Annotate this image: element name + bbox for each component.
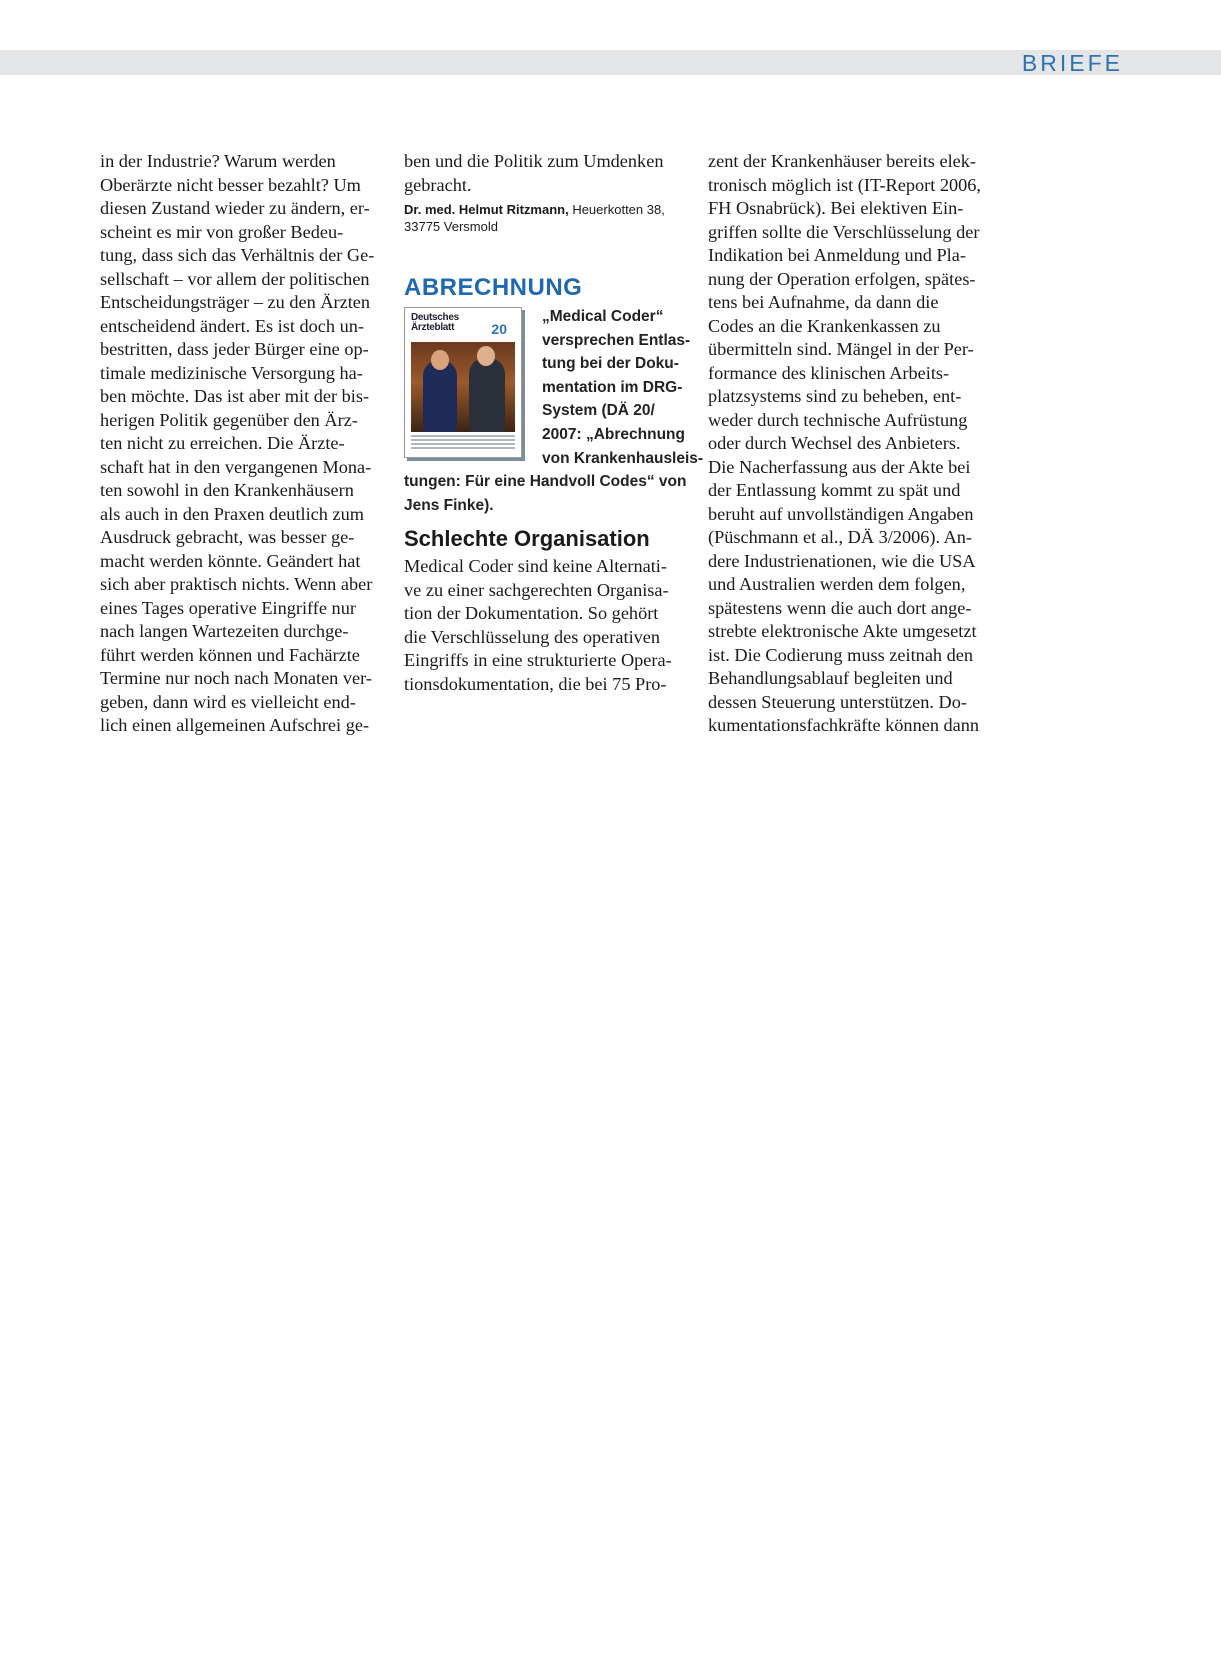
letter-ending xyxy=(404,150,688,197)
reference-line: „Medical Coder“ xyxy=(542,308,664,325)
text-line: herigen Politik gegenüber den Ärz- xyxy=(100,409,358,430)
text-line: Termine nur noch nach Monaten ver- xyxy=(100,668,372,688)
text-line: Behandlungsablauf begleiten und xyxy=(708,668,953,688)
column-2 xyxy=(404,150,704,696)
text-line: die Verschlüsselung des operativen xyxy=(404,626,661,647)
text-line: kumentationsfachkräfte können dann xyxy=(708,715,980,735)
text-line: oder durch Wechsel des Anbieters. xyxy=(708,433,961,453)
text-line: sellschaft – vor allem der politischen xyxy=(100,268,370,289)
text-line: schaft hat in den vergangenen Mona- xyxy=(100,456,372,477)
reference-line: Jens Finke). xyxy=(404,496,494,514)
text-line: dere Industrienationen, wie die USA xyxy=(708,550,976,571)
text-line: Die Nacherfassung aus der Akte bei xyxy=(708,456,971,477)
reference-line: von Krankenhausleis- xyxy=(542,449,704,467)
text-line: ve zu einer sachgerechten Organisa- xyxy=(404,579,669,600)
text-line: tronisch möglich ist (IT-Report 2006, xyxy=(708,174,982,195)
text-line: spätestens wenn die auch dort ange- xyxy=(708,597,972,618)
cover-title: Deutsches Ärzteblatt xyxy=(411,312,459,333)
reference-line: System (DÄ 20/ xyxy=(542,402,655,420)
reference-block xyxy=(404,305,704,515)
text-line: ten nicht zu erreichen. Die Ärzte- xyxy=(100,433,345,453)
text-line: lich einen allgemeinen Aufschrei ge- xyxy=(100,715,370,735)
text-line: dessen Steuerung unterstützen. Do- xyxy=(708,691,967,712)
reference-line: tung bei der Doku- xyxy=(542,355,679,373)
text-line: geben, dann wird es vielleicht end- xyxy=(100,691,356,712)
text-line: tion der Dokumentation. So gehört xyxy=(404,603,659,623)
reference-line: mentation im DRG- xyxy=(542,378,683,396)
reference-text xyxy=(404,305,704,517)
column-3 xyxy=(708,150,998,738)
text-line: tung, dass sich das Verhältnis der Ge- xyxy=(100,245,375,265)
text-line: platzsystems sind zu beheben, ent- xyxy=(708,386,962,406)
text-line: griffen sollte die Verschlüsselung der xyxy=(708,221,980,242)
text-line: übermitteln sind. Mängel in der Per- xyxy=(708,339,974,359)
text-line: ben möchte. Das ist aber mit der bis- xyxy=(100,386,370,406)
text-line: Codes an die Krankenkassen zu xyxy=(708,315,941,336)
text-line: führt werden können und Fachärzte xyxy=(100,644,360,665)
text-line: sich aber praktisch nichts. Wenn aber xyxy=(100,574,373,594)
text-line: Entscheidungsträger – zu den Ärzten xyxy=(100,292,371,312)
signature-address-2: 33775 Versmold xyxy=(404,219,498,234)
text-line: FH Osnabrück). Bei elektiven Ein- xyxy=(708,198,964,218)
text-line: bestritten, dass jeder Bürger eine op- xyxy=(100,339,369,359)
section-title: ABRECHNUNG xyxy=(404,274,583,301)
section-label: BRIEFE xyxy=(1021,50,1123,76)
reference-line: 2007: „Abrechnung xyxy=(542,425,685,443)
text-line: (Püschmann et al., DÄ 3/2006). An- xyxy=(708,527,973,547)
text-line: ten sowohl in den Krankenhäusern xyxy=(100,480,354,500)
text-line: Indikation bei Anmeldung und Pla- xyxy=(708,245,966,265)
text-line: formance des klinischen Arbeits- xyxy=(708,362,950,383)
text-line: Eingriffs in eine strukturierte Opera- xyxy=(404,650,672,670)
text-line: in der Industrie? Warum werden xyxy=(100,151,336,171)
text-line: beruht auf unvollständigen Angaben xyxy=(708,503,974,524)
text-line: der Entlassung kommt zu spät und xyxy=(708,480,961,500)
text-line: weder durch technische Aufrüstung xyxy=(708,409,968,430)
signature-name: Dr. med. Helmut Ritzmann, xyxy=(404,202,569,217)
signature-address-1: Heuerkotten 38, xyxy=(568,202,665,217)
text-line: nung der Operation erfolgen, spätes- xyxy=(708,268,976,289)
text-line: tens bei Aufnahme, da dann die xyxy=(708,292,939,312)
text-line: strebte elektronische Akte umgesetzt xyxy=(708,621,977,641)
text-line: als auch in den Praxen deutlich zum xyxy=(100,503,364,524)
text-line: eines Tages operative Eingriffe nur xyxy=(100,597,356,618)
text-line: entscheidend ändert. Es ist doch un- xyxy=(100,315,364,336)
text-line: und Australien werden dem folgen, xyxy=(708,574,966,594)
text-line: ben und die Politik zum Umdenken xyxy=(404,151,664,171)
subheading: Schlechte Organisation xyxy=(404,526,650,551)
text-line: nach langen Wartezeiten durchge- xyxy=(100,621,349,641)
text-line: diesen Zustand wieder zu ändern, er- xyxy=(100,198,370,218)
text-line: tionsdokumentation, die bei 75 Pro- xyxy=(404,673,667,694)
article-body xyxy=(404,555,688,696)
reference-line: versprechen Entlas- xyxy=(542,331,691,349)
cover-issue-number: 20 xyxy=(491,321,507,337)
text-line: timale medizinische Versorgung ha- xyxy=(100,362,363,383)
text-line: Medical Coder sind keine Alternati- xyxy=(404,556,667,576)
text-line: zent der Krankenhäuser bereits elek- xyxy=(708,151,976,171)
text-line: scheint es mir von großer Bedeu- xyxy=(100,221,344,242)
letter-signature xyxy=(404,201,688,235)
text-line: Oberärzte nicht besser bezahlt? Um xyxy=(100,174,361,195)
text-line: macht werden könnte. Geändert hat xyxy=(100,550,361,571)
text-line: ist. Die Codierung muss zeitnah den xyxy=(708,644,974,665)
reference-line: tungen: Für eine Handvoll Codes“ von xyxy=(404,473,687,491)
text-line: Ausdruck gebracht, was besser ge- xyxy=(100,527,355,547)
column-1 xyxy=(100,150,390,738)
text-line: gebracht. xyxy=(404,174,472,195)
